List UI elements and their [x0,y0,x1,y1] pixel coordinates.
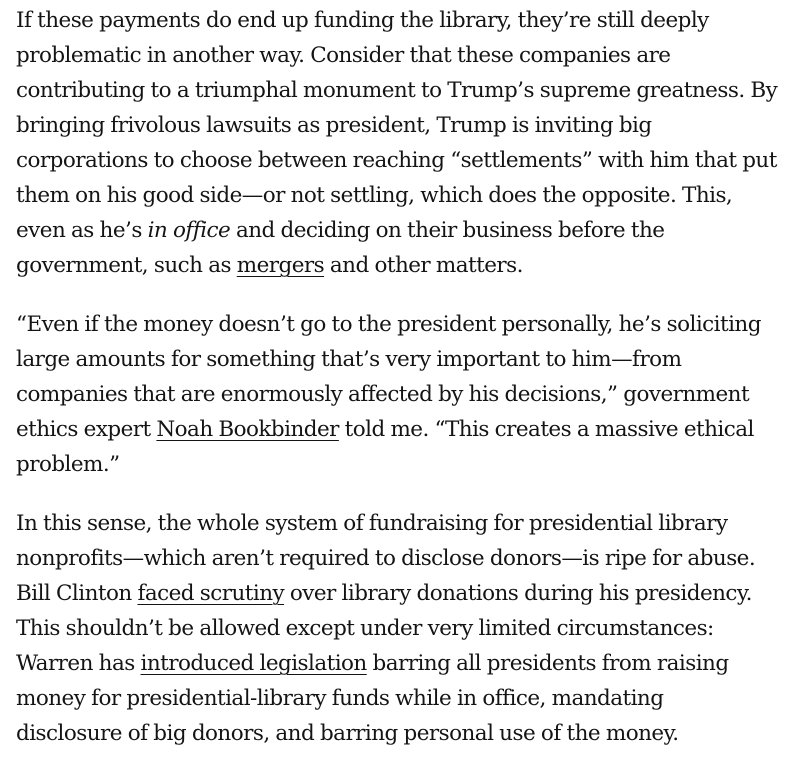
paragraph-library-payments [16,3,792,283]
text-segment: even as he’s [16,218,148,243]
faced-scrutiny-link[interactable]: faced scrutiny [137,581,285,606]
text-segment: Bill Clinton [16,581,138,606]
text-segment: ethics expert [16,417,157,442]
paragraph-bookbinder-quote [16,307,792,482]
italic-in-office: in office [147,218,231,243]
paragraph-line: nonprofits—which aren’t required to disclose donors—is ripe for abuse. [16,546,756,571]
paragraph-line: problematic in another way. Consider that these companies are [16,43,671,68]
paragraph-line [16,248,792,283]
paragraph-line [16,412,792,447]
paragraph-line: large amounts for something that’s very important to him—from [16,347,682,372]
paragraph-line: If these payments do end up funding the library, they’re still deeply [16,8,709,33]
text-segment: and deciding on their business before the [230,218,665,243]
introduced-legislation-link[interactable]: introduced legislation [140,651,367,676]
paragraph-line: problem.” [16,452,120,477]
paragraph-line: bringing frivolous lawsuits as president, Trump is inviting big [16,113,652,138]
paragraph-line: money for presidential-library funds while in office, mandating [16,686,664,711]
text-segment: and other matters. [324,253,523,278]
paragraph-line [16,646,792,681]
text-segment: barring all presidents from raising [366,651,729,676]
noah-bookbinder-link[interactable]: Noah Bookbinder [156,417,339,442]
paragraph-line: disclosure of big donors, and barring personal use of the money. [16,721,679,746]
paragraph-line [16,576,792,611]
paragraph-line: contributing to a triumphal monument to Trump’s supreme greatness. By [16,78,778,103]
paragraph-line [16,213,792,248]
text-segment: over library donations during his presidency. [284,581,752,606]
text-segment: told me. “This creates a massive ethical [338,417,754,442]
paragraph-line: corporations to choose between reaching “settlements” with him that put [16,148,777,173]
mergers-link[interactable]: mergers [236,253,325,278]
paragraph-line: them on his good side—or not settling, which does the opposite. This, [16,183,733,208]
text-segment: Warren has [16,651,141,676]
paragraph-line: In this sense, the whole system of fundraising for presidential library [16,511,728,536]
article-body [16,3,792,775]
paragraph-line: This shouldn’t be allowed except under very limited circumstances: [16,616,714,641]
paragraph-fundraising-system [16,506,792,751]
paragraph-line: companies that are enormously affected by his decisions,” government [16,382,750,407]
text-segment: government, such as [16,253,237,278]
paragraph-line: “Even if the money doesn’t go to the president personally, he’s soliciting [16,312,761,337]
